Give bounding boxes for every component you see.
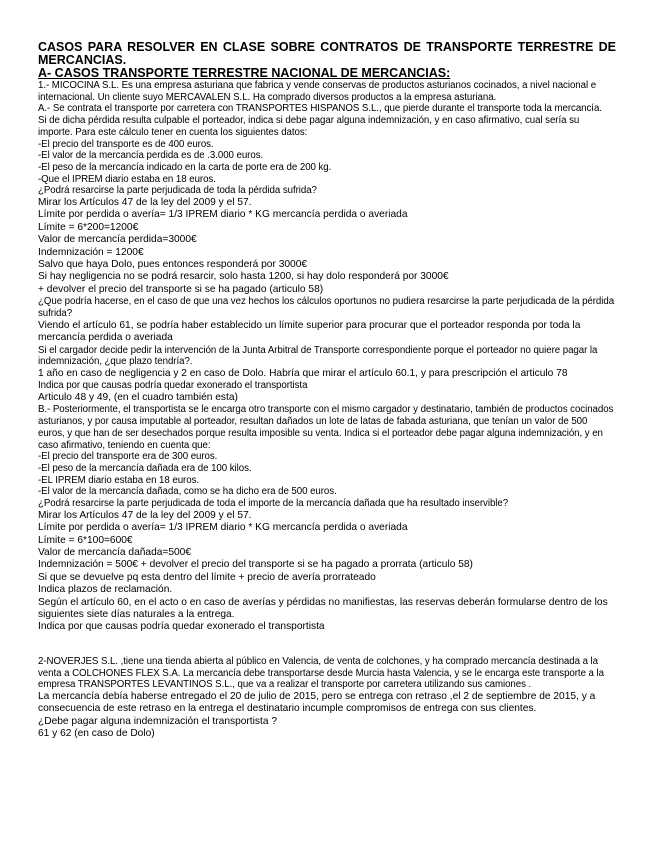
paragraph: A.- Se contrata el transporte por carretera con TRANSPORTES HISPANOS S.L., que pierde durante el transporte toda la mercancía.: [38, 103, 602, 115]
paragraph: 1.- MICOCINA S.L. Es una empresa asturiana que fabrica y vende conservas de productos asturianos cocinados, a nivel nacional e internacional. Un cliente suyo MERCAVALEN S.L. Ha comprado diversos productos a la empresa asturiana.: [38, 80, 597, 103]
paragraph: Viendo el artículo 61, se podría haber establecido un límite superior para procurar que el porteador responda por toda la mercancía perdida o averiada: [38, 319, 581, 344]
paragraph: ¿Podrá resarcirse la parte perjudicada de toda la pérdida sufrida?: [38, 185, 317, 197]
case-2: [38, 656, 616, 741]
paragraph: -El valor de la mercancía perdida es de .3.000 euros.: [38, 150, 264, 162]
paragraph: Indemnización = 500€ + devolver el precio del transporte si se ha pagado a prorrata (articulo 58): [38, 559, 473, 571]
paragraph: Mirar los Artículos 47 de la ley del 2009 y el 57.: [38, 197, 252, 209]
paragraph: Si el cargador decide pedir la intervención de la Junta Arbitral de Transporte correspondiente porque el porteador no quiere pagar la indemnización, ¿que plazo tendría?.: [38, 344, 598, 368]
paragraph: -El precio del transporte es de 400 euros.: [38, 138, 214, 150]
paragraph: Indica plazos de reclamación.: [38, 584, 173, 596]
paragraph: ¿Que podría hacerse, en el caso de que una vez hechos los cálculos oportunos no pudiera resarcirse la parte perjudicada de la pérdida sufrida?: [38, 296, 615, 319]
paragraph: ¿Debe pagar alguna indemnización el transportista ?: [38, 715, 277, 727]
paragraph: -El valor de la mercancía dañada, como se ha dicho era de 500 euros.: [38, 486, 337, 498]
paragraph: 61 y 62 (en caso de Dolo): [38, 728, 155, 740]
paragraph: 2-NOVERJES S.L. ,tiene una tienda abierta al público en Valencia, de venta de colchones, y ha comprado mercancía destinada a la venta a COLCHONES FLEX S.A. La mercancía debe transportarse desde Murcia hasta Valencia, y se le encarga este transporte a la empresa TRANSPORTES LEVANTINOS S.L., que va a realizar el transporte por carretera utilizando sus camiones .: [38, 655, 604, 691]
document-page: [38, 41, 616, 741]
paragraph: La mercancía debía haberse entregado el 20 de julio de 2015, pero se entrega con retraso ,el 2 de septiembre de 2015, y a consecuencia de este retraso en la entrega el destinatario incumple compromisos de entrega con sus clientes.: [38, 690, 596, 715]
paragraph: ¿Podrá resarcirse la parte perjudicada de toda el importe de la mercancía dañada que ha resultado inservible?: [38, 498, 509, 510]
paragraph: Mirar los Artículos 47 de la ley del 2009 y el 57.: [38, 509, 252, 521]
paragraph: -Que el IPREM diario estaba en 18 euros.: [38, 173, 216, 185]
paragraph: Límite por perdida o avería= 1/3 IPREM diario * KG mercancía perdida o averiada: [38, 209, 408, 221]
paragraph: -El peso de la mercancía dañada era de 100 kilos.: [38, 462, 252, 474]
paragraph: Límite = 6*200=1200€: [38, 221, 139, 233]
paragraph: Indemnización = 1200€: [38, 246, 144, 258]
paragraph: -El peso de la mercancía indicado en la carta de porte era de 200 kg.: [38, 161, 332, 173]
document-title: CASOS PARA RESOLVER EN CLASE SOBRE CONTRATOS DE TRANSPORTE TERRESTRE DE MERCANCIAS.: [38, 40, 616, 67]
paragraph: Indica por que causas podría quedar exonerado el transportista: [38, 380, 308, 392]
paragraph: B.- Posteriormente, el transportista se le encarga otro transporte con el mismo cargador y destinatario, también de productos cocinados asturianos, y por causa imputable al porteador, resultan dañados un lote de latas de fabada asturiana, que tenían un valor de 500 euros, y que han de ser desechados porque resulta imposible su venta. Indica si el porteador debe pagar alguna indemnización, y en caso afirmativo, teniendo en cuenta que:: [38, 404, 614, 451]
paragraph: -EL IPREM diario estaba en 18 euros.: [38, 474, 200, 486]
paragraph: Según el artículo 60, en el acto o en caso de averías y pérdidas no manifiestas, las reservas deberán formularse dentro de los siguientes siete días naturales a la entrega.: [38, 596, 608, 620]
paragraph: Límite por perdida o avería= 1/3 IPREM diario * KG mercancía perdida o averiada: [38, 522, 408, 534]
paragraph: Valor de mercancía perdida=3000€: [38, 234, 197, 246]
paragraph: Si de dicha pérdida resulta culpable el porteador, indica si debe pagar alguna indemnización, y en caso afirmativo, cual sería su importe. Para este cálculo tener en cuenta los siguientes datos:: [38, 115, 580, 138]
paragraph: Indica por que causas podría quedar exonerado el transportista: [38, 621, 325, 633]
spacer: [38, 634, 616, 656]
paragraph: Valor de mercancía dañada=500€: [38, 546, 192, 558]
case-1: [38, 80, 616, 634]
paragraph: Salvo que haya Dolo, pues entonces responderá por 3000€: [38, 259, 308, 271]
paragraph: Articulo 48 y 49, (en el cuadro también esta): [38, 392, 238, 404]
paragraph: Límite = 6*100=600€: [38, 534, 133, 546]
paragraph: 1 año en caso de negligencia y 2 en caso de Dolo. Habría que mirar el artículo 60.1, y para prescripción el articulo 78: [38, 367, 568, 379]
paragraph: Si que se devuelve pq esta dentro del límite + precio de avería prorrateado: [38, 571, 376, 583]
paragraph: Si hay negligencia no se podrá resarcir, solo hasta 1200, si hay dolo responderá por 3000€: [38, 271, 449, 283]
paragraph: + devolver el precio del transporte si se ha pagado (articulo 58): [38, 283, 324, 295]
paragraph: -El precio del transporte era de 300 euros.: [38, 451, 218, 463]
section-heading: A- CASOS TRANSPORTE TERRESTRE NACIONAL DE MERCANCIAS:: [38, 66, 451, 80]
